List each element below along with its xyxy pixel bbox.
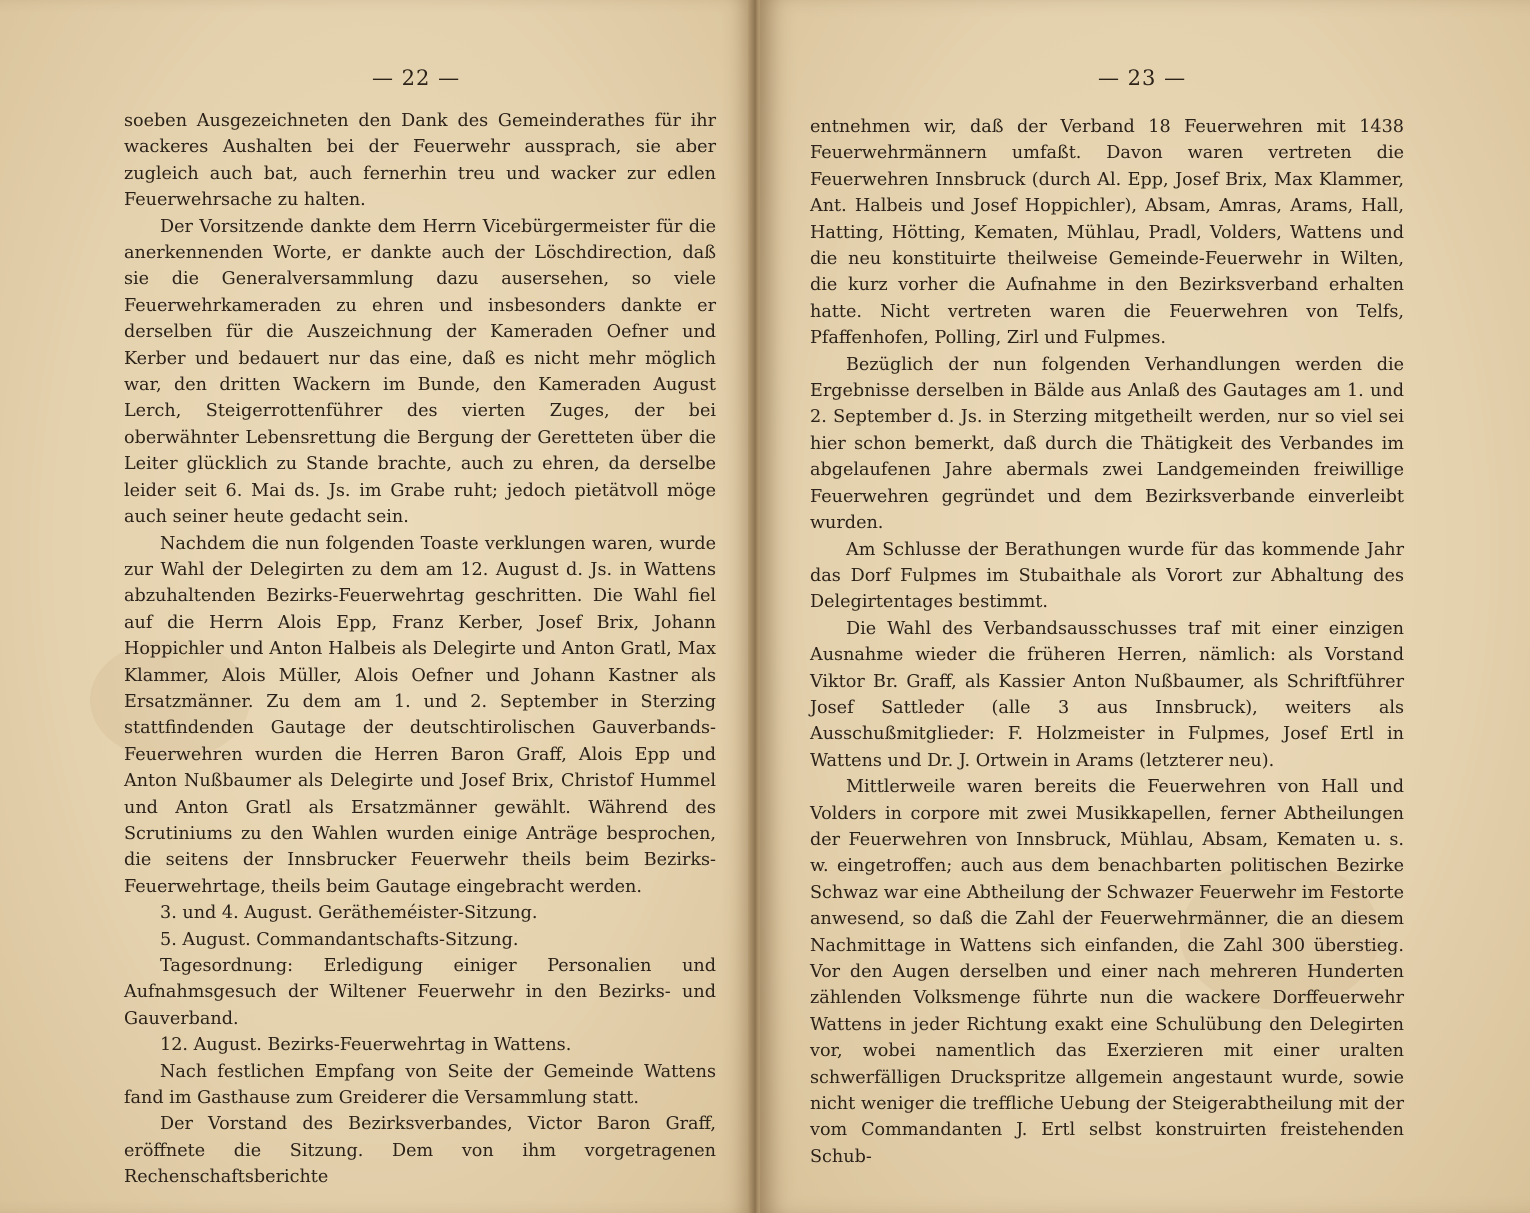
paragraph: Tagesordnung: Erledigung einiger Personalien und Aufnahmsgesuch der Wiltener Feuerwehr in den Bezirks- und Gauverband. xyxy=(124,956,716,1029)
paragraph: 3. und 4. August. Gerätheméister-Sitzung. xyxy=(160,903,538,924)
paragraph: Die Wahl des Verbandsausschusses traf mit einer einzigen Ausnahme wieder die früheren Herren, nämlich: als Vorstand Viktor Br. Graff, als Kassier Anton Nußbaumer, als Schriftführer Josef Sattleder (alle 3 aus Innsbruck), weiters als Ausschußmitglieder: F. Holzmeister in Fulpmes, Josef Ertl in Wattens und Dr. J. Ortwein in Arams (letzterer neu). xyxy=(810,618,1404,771)
right-page-text xyxy=(810,114,1404,1170)
paragraph: Bezüglich der nun folgenden Verhandlungen werden die Ergebnisse derselben in Bälde aus Anlaß des Gautages am 1. und 2. September d. Js. in Sterzing mitgetheilt werden, nur so viel sei hier schon bemerkt, daß durch die Thätigkeit des Verbandes im abgelaufenen Jahre abermals zwei Landgemeinden freiwillige Feuerwehren gegründet und dem Bezirksverbande einverleibt wurden. xyxy=(810,354,1404,534)
paragraph: soeben Ausgezeichneten den Dank des Gemeinderathes für ihr wackeres Aushalten bei der Feuerwehr aussprach, sie aber zugleich auch bat, auch fernerhin treu und wacker zur edlen Feuerwehrsache zu halten. xyxy=(124,111,716,211)
right-page xyxy=(760,0,1530,1213)
paragraph: Am Schlusse der Berathungen wurde für das kommende Jahr das Dorf Fulpmes im Stubaithale als Vorort zur Abhaltung des Delegirtentages bestimmt. xyxy=(810,539,1404,613)
paragraph: entnehmen wir, daß der Verband 18 Feuerwehren mit 1438 Feuerwehrmännern umfaßt. Davon waren vertreten die Feuerwehren Innsbruck (durch Al. Epp, Josef Brix, Max Klammer, Ant. Halbeis und Josef Hoppichler), Absam, Amras, Arams, Hall, Hatting, Hötting, Kematen, Mühlau, Pradl, Volders, Wattens und die neu konstituirte theilweise Gemeinde-Feuerwehr in Wilten, die kurz vorher die Aufnahme in den Bezirksverband erhalten hatte. Nicht vertreten waren die Feuerwehren von Telfs, Pfaffenhofen, Polling, Zirl und Fulpmes. xyxy=(810,117,1404,349)
page-number-left: — 22 — xyxy=(372,66,461,90)
paragraph: 12. August. Bezirks-Feuerwehrtag in Wattens. xyxy=(160,1035,572,1056)
left-page-text xyxy=(124,108,716,1191)
paragraph: Mittlerweile waren bereits die Feuerwehren von Hall und Volders in corpore mit zwei Musikkapellen, ferner Abtheilungen der Feuerwehren von Innsbruck, Mühlau, Absam, Kematen u. s. w. eingetroffen; auch aus dem benachbarten politischen Bezirke Schwaz war eine Abtheilung der Schwazer Feuerwehr im Festorte anwesend, so daß die Zahl der Feuerwehrmänner, die an diesem Nachmittage in Wattens sich einfanden, die Zahl 300 überstieg. Vor den Augen derselben und einer nach mehreren Hunderten zählenden Volksmenge führte nun die wackere Dorffeuerwehr Wattens in jeder Richtung exakt eine Schulübung den Delegirten vor, wobei namentlich das Exerzieren mit einer uralten schwerfälligen Druckspritze allgemein angestaunt wurde, sowie nicht weniger die treffliche Uebung der Steigerabtheilung mit der vom Commandanten J. Ertl selbst konstruirten freistehenden Schub- xyxy=(810,777,1404,1167)
paragraph: Nach festlichen Empfang von Seite der Gemeinde Wattens fand im Gasthause zum Greiderer die Versammlung statt. xyxy=(124,1061,716,1109)
page-number-right: — 23 — xyxy=(1098,66,1187,90)
paragraph: Der Vorsitzende dankte dem Herrn Vicebürgermeister für die anerkennenden Worte, er dankte auch der Löschdirection, daß sie die Generalversammlung dazu ausersehen, so viele Feuerwehrkameraden zu ehren und insbesonders dankte er derselben für die Auszeichnung der Kameraden Oefner und Kerber und bedauert nur das eine, daß es nicht mehr möglich war, den dritten Wackern im Bunde, den Kameraden August Lerch, Steigerrottenführer des vierten Zuges, der bei oberwähnter Lebensrettung die Bergung der Geretteten über die Leiter glücklich zu Stande brachte, auch zu ehren, da derselbe leider seit 6. Mai ds. Js. im Grabe ruht; jedoch pietätvoll möge auch seiner heute gedacht sein. xyxy=(124,216,716,528)
paragraph: Der Vorstand des Bezirksverbandes, Victor Baron Graff, eröffnete die Sitzung. Dem von ihm vorgetragenen Rechenschaftsberichte xyxy=(124,1114,716,1188)
paragraph: 5. August. Commandantschafts-Sitzung. xyxy=(160,929,519,950)
left-page xyxy=(0,0,752,1213)
paragraph: Nachdem die nun folgenden Toaste verklungen waren, wurde zur Wahl der Delegirten zu dem am 12. August d. Js. in Wattens abzuhaltenden Bezirks-Feuerwehrtag geschritten. Die Wahl fiel auf die Herrn Alois Epp, Franz Kerber, Josef Brix, Johann Hoppichler und Anton Halbeis als Delegirte und Anton Gratl, Max Klammer, Alois Müller, Alois Oefner und Johann Kastner als Ersatzmänner. Zu dem am 1. und 2. September in Sterzing stattfindenden Gautage der deutschtirolischen Gauverbands-Feuerwehren wurden die Herren Baron Graff, Alois Epp und Anton Nußbaumer als Delegirte und Josef Brix, Christof Hummel und Anton Gratl als Ersatzmänner gewählt. Während des Scrutiniums zu den Wahlen wurden einige Anträge besprochen, die seitens der Innsbrucker Feuerwehr theils beim Bezirks-Feuerwehrtage, theils beim Gautage eingebracht werden. xyxy=(124,533,716,897)
